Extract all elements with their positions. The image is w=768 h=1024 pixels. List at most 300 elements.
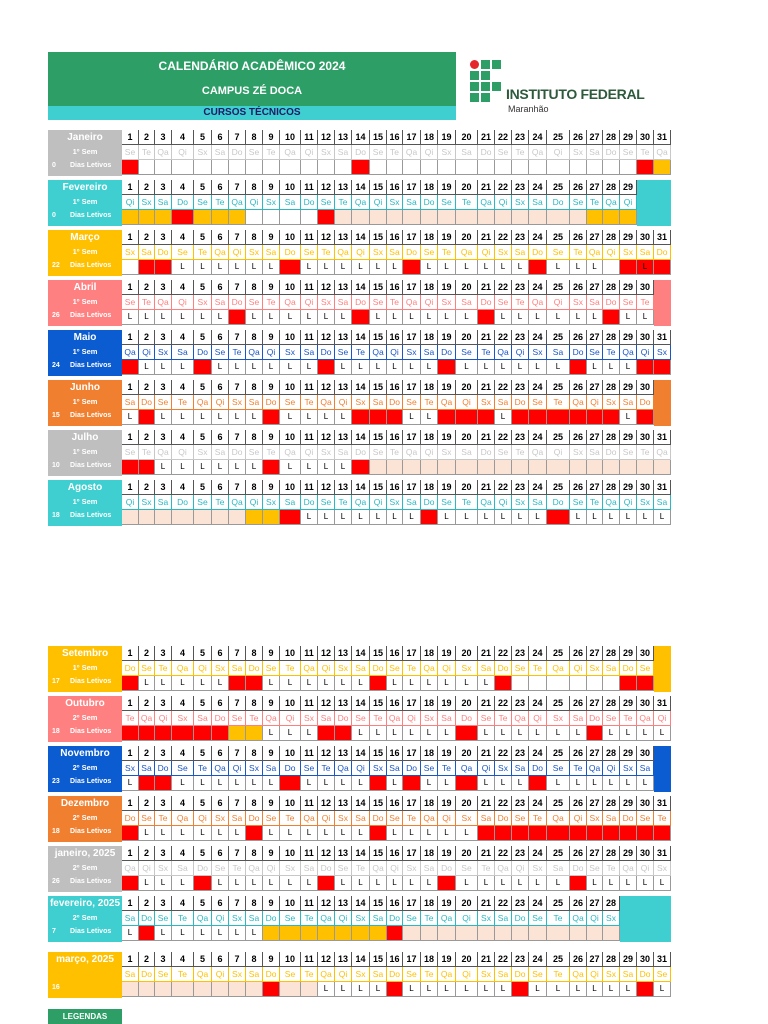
school-day-cell (229, 210, 246, 225)
day-number: 17 (403, 952, 421, 967)
day-number: 16 (387, 330, 403, 345)
school-day-cell: L (438, 726, 456, 741)
school-day-cell (587, 726, 603, 741)
month-header (48, 952, 122, 998)
school-day-cell: L (547, 360, 570, 375)
weekday: Qa (403, 445, 421, 460)
school-day-cell (637, 826, 654, 841)
school-day-cell (438, 460, 456, 475)
day-number: 26 (570, 130, 587, 145)
weekday: Te (403, 811, 421, 826)
school-day-cell (172, 510, 194, 525)
weekday: Qa (456, 761, 478, 776)
day-number: 25 (547, 896, 570, 911)
day-number: 4 (172, 646, 194, 661)
weekday: Qi (603, 761, 620, 776)
weekday: Qa (318, 395, 335, 410)
weekday: Sx (122, 761, 139, 776)
day-number: 28 (603, 796, 620, 811)
school-day-cell (212, 982, 229, 997)
weekday: Sa (335, 145, 352, 160)
weekday: Sx (370, 245, 387, 260)
school-day-cell (637, 160, 654, 175)
weekday: Qi (335, 395, 352, 410)
weekday: Te (122, 711, 139, 726)
school-day-cell: L (301, 776, 318, 791)
day-number: 6 (212, 180, 229, 195)
day-number: 31 (654, 480, 671, 495)
weekday: Sa (263, 761, 280, 776)
school-day-cell: L (529, 726, 547, 741)
weekday: Qi (421, 445, 438, 460)
day-number: 11 (301, 646, 318, 661)
month-block-7 (48, 430, 673, 476)
school-day-cell: L (620, 726, 637, 741)
weekday: Qi (495, 195, 512, 210)
school-day-cell: L (587, 876, 603, 891)
school-days-count: 17 (52, 678, 60, 685)
day-number: 27 (587, 480, 603, 495)
weekday: Do (495, 661, 512, 676)
school-day-cell (387, 460, 403, 475)
weekday: Do (246, 661, 263, 676)
school-day-cell (495, 826, 512, 841)
day-number: 7 (229, 180, 246, 195)
month-tail (637, 180, 671, 226)
day-number: 16 (387, 952, 403, 967)
month-name: fevereiro, 2025 (49, 898, 121, 909)
school-day-cell (570, 460, 587, 475)
weekday: Sa (403, 495, 421, 510)
day-number: 30 (637, 646, 654, 661)
day-number: 20 (456, 646, 478, 661)
day-number: 31 (654, 846, 671, 861)
school-day-cell: L (212, 410, 229, 425)
day-number: 4 (172, 480, 194, 495)
weekday: Sa (456, 145, 478, 160)
weekday: Te (387, 145, 403, 160)
school-day-cell: L (403, 410, 421, 425)
day-number: 27 (587, 846, 603, 861)
weekday: Qi (301, 295, 318, 310)
month-header (48, 130, 122, 176)
school-day-cell (603, 460, 620, 475)
day-number: 15 (370, 846, 387, 861)
weekday: Qa (456, 245, 478, 260)
school-day-cell: L (229, 410, 246, 425)
school-day-cell: L (387, 676, 403, 691)
month-tail (654, 746, 671, 792)
weekday: Sx (301, 711, 318, 726)
semester-label: 1º Sem (72, 197, 98, 206)
school-day-cell: L (495, 982, 512, 997)
school-day-cell: L (456, 876, 478, 891)
school-day-cell (421, 460, 438, 475)
weekday: Sa (335, 445, 352, 460)
day-number: 15 (370, 746, 387, 761)
day-number: 16 (387, 380, 403, 395)
day-number: 20 (456, 280, 478, 295)
day-number: 14 (352, 430, 370, 445)
weekday: Sa (421, 345, 438, 360)
day-number: 2 (139, 846, 155, 861)
day-number: 16 (387, 180, 403, 195)
school-day-cell (529, 160, 547, 175)
weekday: Se (456, 861, 478, 876)
weekday: Te (654, 811, 671, 826)
day-number: 15 (370, 280, 387, 295)
weekday: Se (421, 761, 438, 776)
school-day-cell: L (512, 310, 529, 325)
weekday: Qi (421, 295, 438, 310)
weekday: Sx (421, 711, 438, 726)
school-day-cell (529, 460, 547, 475)
school-day-cell: L (495, 776, 512, 791)
school-day-cell: L (229, 260, 246, 275)
day-number: 25 (547, 846, 570, 861)
weekday: Do (301, 195, 318, 210)
school-day-cell (280, 926, 301, 941)
school-day-cell (620, 826, 637, 841)
school-day-cell: L (547, 260, 570, 275)
school-day-cell: L (280, 410, 301, 425)
weekday: Qi (370, 495, 387, 510)
weekday: Sa (603, 811, 620, 826)
school-day-cell (172, 982, 194, 997)
school-day-cell: L (335, 826, 352, 841)
school-day-cell (318, 926, 335, 941)
weekday: Te (139, 445, 155, 460)
school-day-cell: L (421, 310, 438, 325)
weekday: Te (478, 345, 495, 360)
courses-title: CURSOS TÉCNICOS (48, 106, 456, 120)
weekday: Do (212, 711, 229, 726)
weekday: Qa (155, 295, 172, 310)
school-day-cell: L (370, 310, 387, 325)
school-day-cell (478, 160, 495, 175)
day-number: 11 (301, 330, 318, 345)
day-number: 15 (370, 180, 387, 195)
weekday: Qi (478, 245, 495, 260)
day-number: 8 (246, 280, 263, 295)
day-number: 21 (478, 480, 495, 495)
weekday: Sx (587, 811, 603, 826)
school-days-label: Dias Letivos (70, 362, 112, 369)
weekday: Do (122, 811, 139, 826)
school-day-cell (194, 360, 212, 375)
weekday: Do (229, 445, 246, 460)
day-number: 1 (122, 130, 139, 145)
school-day-cell: L (403, 826, 421, 841)
school-day-cell (547, 160, 570, 175)
weekday: Do (229, 145, 246, 160)
day-number: 18 (421, 646, 438, 661)
weekday: Sx (587, 661, 603, 676)
school-day-cell (122, 726, 139, 741)
day-number: 2 (139, 180, 155, 195)
school-day-cell (570, 410, 587, 425)
school-day-cell: L (229, 776, 246, 791)
day-number: 6 (212, 330, 229, 345)
school-day-cell (139, 926, 155, 941)
logo-state: Maranhão (508, 104, 549, 114)
school-day-cell (587, 460, 603, 475)
weekday: Te (352, 861, 370, 876)
weekday: Qi (229, 761, 246, 776)
weekday: Se (212, 345, 229, 360)
day-number: 26 (570, 646, 587, 661)
weekday: Qi (172, 145, 194, 160)
day-number: 26 (570, 796, 587, 811)
day-number: 24 (529, 130, 547, 145)
school-day-cell: L (370, 982, 387, 997)
day-number: 9 (263, 896, 280, 911)
weekday: Do (495, 811, 512, 826)
school-day-cell (155, 510, 172, 525)
weekday: Qi (139, 345, 155, 360)
school-day-cell (352, 210, 370, 225)
day-number: 2 (139, 952, 155, 967)
day-number: 30 (637, 130, 654, 145)
weekday: Qi (172, 445, 194, 460)
weekday: Sx (229, 967, 246, 982)
school-day-cell (280, 260, 301, 275)
school-day-cell: L (403, 726, 421, 741)
day-number: 19 (438, 330, 456, 345)
school-day-cell (478, 210, 495, 225)
weekday: Qa (194, 395, 212, 410)
weekday: Qi (456, 967, 478, 982)
school-days-label: Dias Letivos (70, 312, 112, 319)
day-number: 5 (194, 330, 212, 345)
school-day-cell: L (122, 410, 139, 425)
weekday: Sx (403, 345, 421, 360)
day-number: 20 (456, 846, 478, 861)
school-day-cell: L (172, 876, 194, 891)
day-number: 27 (587, 796, 603, 811)
school-day-cell (637, 360, 654, 375)
day-number: 20 (456, 480, 478, 495)
day-number: 15 (370, 130, 387, 145)
weekday: Sx (570, 445, 587, 460)
weekday: Qa (603, 195, 620, 210)
weekday: Sa (587, 445, 603, 460)
day-number: 3 (155, 380, 172, 395)
day-number: 19 (438, 846, 456, 861)
month-name: Abril (73, 282, 97, 293)
weekday: Sx (570, 295, 587, 310)
day-number: 18 (421, 480, 438, 495)
school-day-cell (529, 410, 547, 425)
school-day-cell (438, 160, 456, 175)
day-number: 13 (335, 180, 352, 195)
day-number: 7 (229, 846, 246, 861)
school-day-cell: L (370, 510, 387, 525)
weekday: Do (139, 911, 155, 926)
day-number: 21 (478, 380, 495, 395)
day-number: 9 (263, 430, 280, 445)
weekday: Se (280, 395, 301, 410)
school-day-cell: L (512, 260, 529, 275)
school-day-cell: L (495, 510, 512, 525)
school-day-cell: L (587, 776, 603, 791)
weekday: Se (139, 661, 155, 676)
day-number: 29 (620, 230, 637, 245)
weekday: Qa (122, 345, 139, 360)
school-day-cell: L (301, 510, 318, 525)
school-day-cell (352, 160, 370, 175)
day-number: 23 (512, 646, 529, 661)
day-number: 5 (194, 952, 212, 967)
weekday: Qa (335, 761, 352, 776)
weekday: Se (403, 967, 421, 982)
month-block-3 (48, 230, 673, 276)
school-day-cell (246, 510, 263, 525)
weekday: Se (456, 345, 478, 360)
day-number: 1 (122, 796, 139, 811)
day-number: 4 (172, 746, 194, 761)
month-header (48, 696, 122, 742)
day-number: 6 (212, 380, 229, 395)
weekday: Qa (529, 145, 547, 160)
school-day-cell: L (172, 676, 194, 691)
school-day-cell (495, 926, 512, 941)
school-day-cell: L (139, 876, 155, 891)
school-days-count: 18 (52, 728, 60, 735)
day-number: 27 (587, 430, 603, 445)
school-day-cell (570, 160, 587, 175)
weekday: Do (352, 295, 370, 310)
school-days-label: Dias Letivos (70, 828, 112, 835)
weekday: Qa (370, 345, 387, 360)
school-day-cell: L (352, 726, 370, 741)
weekday: Se (637, 661, 654, 676)
semester-label: 1º Sem (72, 447, 98, 456)
weekday: Qa (301, 811, 318, 826)
weekday: Qa (122, 861, 139, 876)
day-number: 14 (352, 696, 370, 711)
day-number: 5 (194, 846, 212, 861)
weekday: Se (155, 395, 172, 410)
school-day-cell (570, 210, 587, 225)
school-day-cell: L (301, 876, 318, 891)
day-number: 1 (122, 696, 139, 711)
weekday: Te (352, 345, 370, 360)
school-day-cell: L (263, 676, 280, 691)
day-number: 15 (370, 380, 387, 395)
day-number: 4 (172, 696, 194, 711)
weekday: Sa (122, 967, 139, 982)
school-day-cell: L (620, 982, 637, 997)
day-number: 2 (139, 380, 155, 395)
weekday: Sx (370, 761, 387, 776)
school-day-cell: L (172, 260, 194, 275)
weekday: Sa (529, 195, 547, 210)
weekday: Sa (370, 967, 387, 982)
weekday: Qa (318, 911, 335, 926)
month-block-4 (48, 280, 673, 326)
school-day-cell: L (438, 982, 456, 997)
day-number: 14 (352, 746, 370, 761)
weekday: Qi (403, 711, 421, 726)
school-day-cell (478, 310, 495, 325)
school-day-cell: L (280, 676, 301, 691)
day-number: 26 (570, 952, 587, 967)
school-day-cell (603, 260, 620, 275)
weekday: Qi (212, 911, 229, 926)
weekday: Qa (512, 711, 529, 726)
school-day-cell: L (318, 510, 335, 525)
month-header (48, 646, 122, 692)
weekday: Sx (603, 395, 620, 410)
school-day-cell: L (335, 876, 352, 891)
day-number: 29 (620, 280, 637, 295)
weekday: Qi (547, 445, 570, 460)
school-day-cell (155, 982, 172, 997)
day-number: 16 (387, 696, 403, 711)
weekday: Qa (495, 345, 512, 360)
weekday: Sa (495, 395, 512, 410)
day-number: 22 (495, 796, 512, 811)
day-number: 6 (212, 230, 229, 245)
school-day-cell: L (438, 826, 456, 841)
weekday: Te (194, 245, 212, 260)
school-day-cell (456, 926, 478, 941)
weekday: Sx (194, 295, 212, 310)
day-number: 6 (212, 952, 229, 967)
day-number: 29 (620, 430, 637, 445)
day-number: 22 (495, 380, 512, 395)
school-day-cell (603, 410, 620, 425)
school-day-cell: L (438, 776, 456, 791)
day-number: 15 (370, 230, 387, 245)
school-days-count: 23 (52, 778, 60, 785)
day-number: 23 (512, 430, 529, 445)
month-block-8 (48, 480, 673, 526)
month-header (48, 380, 122, 426)
school-day-cell: L (263, 360, 280, 375)
school-day-cell (421, 926, 438, 941)
school-day-cell: L (246, 876, 263, 891)
day-number: 31 (654, 696, 671, 711)
day-number: 30 (637, 230, 654, 245)
school-day-cell: L (603, 726, 620, 741)
weekday: Se (547, 245, 570, 260)
school-day-cell: L (263, 776, 280, 791)
school-day-cell: L (335, 460, 352, 475)
day-number: 20 (456, 430, 478, 445)
weekday: Te (587, 195, 603, 210)
day-number: 27 (587, 646, 603, 661)
semester-label: 1º Sem (72, 397, 98, 406)
school-day-cell (456, 460, 478, 475)
month-tail (654, 280, 671, 326)
school-day-cell: L (246, 310, 263, 325)
weekday: Te (172, 911, 194, 926)
day-number: 18 (421, 846, 438, 861)
month-block-6 (48, 380, 673, 426)
day-number: 1 (122, 430, 139, 445)
day-number: 4 (172, 230, 194, 245)
day-number: 13 (335, 952, 352, 967)
day-number: 26 (570, 696, 587, 711)
school-day-cell: L (229, 360, 246, 375)
day-number: 22 (495, 696, 512, 711)
weekday: Sa (212, 445, 229, 460)
day-number: 10 (280, 480, 301, 495)
weekday: Do (229, 295, 246, 310)
day-number: 21 (478, 280, 495, 295)
